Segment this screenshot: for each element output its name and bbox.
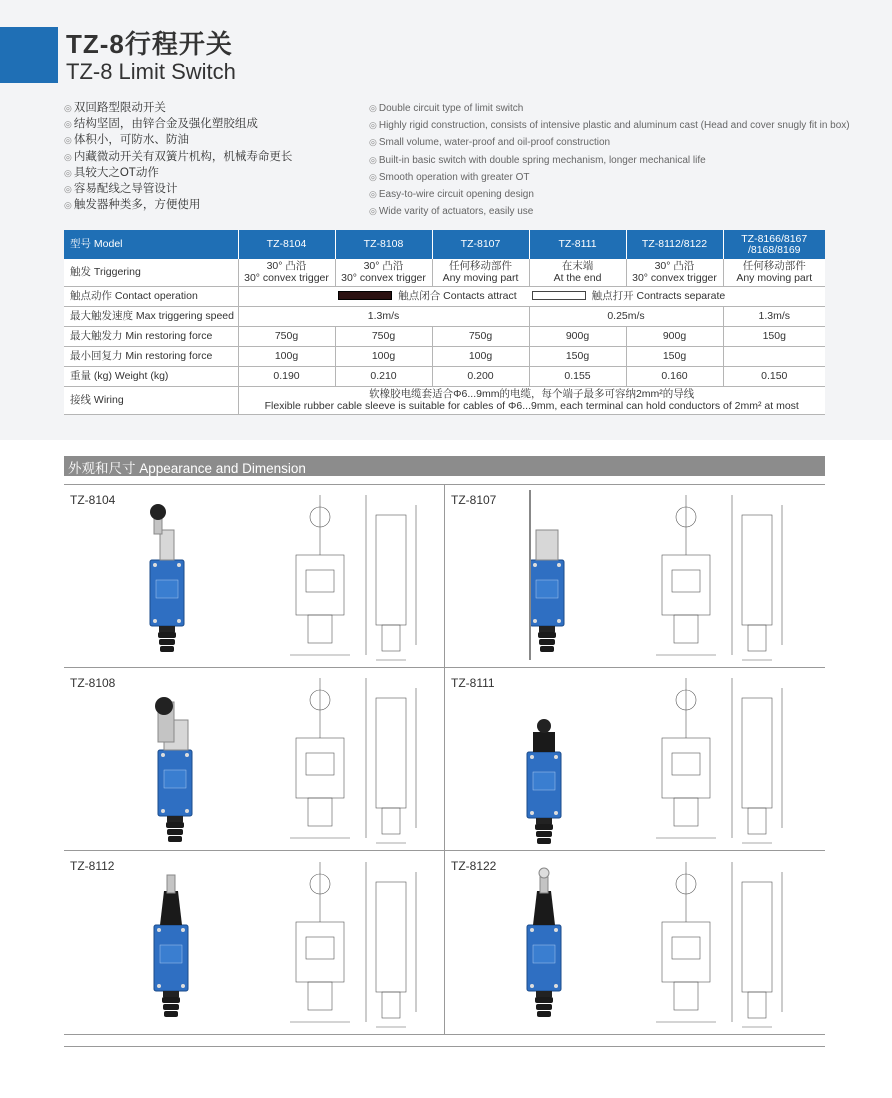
row-label: 重量 (kg) Weight (kg): [64, 367, 238, 387]
table-cell: 0.160: [626, 367, 723, 387]
table-cell: 1.3m/s: [238, 307, 529, 327]
bullet-icon: ◎: [64, 167, 72, 178]
bullet-icon: ◎: [369, 206, 377, 217]
header-model-8107: TZ-8107: [432, 230, 529, 259]
table-cell: 任何移动部件 Any moving part: [723, 259, 825, 287]
feature-item: ◎ Smooth operation with greater OT: [369, 171, 530, 183]
cell-label-8108: TZ-8108: [70, 676, 116, 690]
bullet-icon: ◎: [64, 151, 72, 162]
feature-item: ◎ Built-in basic switch with double spring mechanism, longer mechanical life: [369, 154, 706, 166]
feature-item: ◎ Easy-to-wire circuit opening design: [369, 189, 534, 201]
table-cell: 750g: [238, 327, 335, 347]
table-cell: 750g: [432, 327, 529, 347]
feature-item: ◎ 容易配线之导管设计: [64, 183, 178, 196]
header-model-8111: TZ-8111: [529, 230, 626, 259]
bullet-icon: ◎: [369, 137, 377, 148]
table-cell: 30° 凸沿 30° convex trigger: [626, 259, 723, 287]
bullet-icon: ◎: [64, 200, 72, 211]
row-label: 接线 Wiring: [64, 387, 238, 415]
contact-closed-label: 触点闭合 Contacts attract: [398, 289, 517, 302]
bullet-icon: ◎: [64, 119, 72, 130]
feature-item: ◎ 双回路型限动开关: [64, 102, 166, 114]
wiring-en: Flexible rubber cable sleeve is suitable for cables of Φ6...9mm, each terminal can hold conductors of 2mm² at most: [264, 399, 799, 412]
switch-photo-8112: [154, 875, 188, 1017]
feature-item: ◎ 内藏微动开关有双簧片机构，机械寿命更长: [64, 150, 293, 163]
cell-label-8107: TZ-8107: [451, 493, 497, 507]
feature-item: ◎ 具较大之OT动作: [64, 166, 159, 179]
feature-item: ◎ Double circuit type of limit switch: [369, 103, 524, 114]
table-cell: 30° 凸沿 30° convex trigger: [335, 259, 432, 287]
page-title-en: TZ-8 Limit Switch: [66, 59, 236, 84]
dimension-drawing-8108: [290, 678, 416, 843]
feature-item: ◎ Wide varity of actuators, easily use: [369, 206, 534, 218]
dimension-drawing-8122: [656, 862, 782, 1027]
row-label: 触点动作 Contact operation: [64, 287, 238, 307]
table-cell: 0.200: [432, 367, 529, 387]
row-label: 最大触发速度 Max triggering speed: [64, 307, 238, 327]
header-model-8104: TZ-8104: [238, 230, 335, 259]
cell-label-8104: TZ-8104: [70, 493, 116, 507]
bullet-icon: ◎: [369, 171, 377, 182]
bullet-icon: ◎: [64, 135, 72, 146]
page-title-zh: TZ-8行程开关: [66, 29, 233, 59]
header-model: 型号 Model: [64, 230, 238, 259]
header-model-8112: TZ-8112/8122: [626, 230, 723, 259]
contact-open-label: 触点打开 Contracts separate: [591, 289, 726, 302]
table-cell: 100g: [238, 347, 335, 367]
section-title: 外观和尺寸 Appearance and Dimension: [68, 461, 306, 476]
table-cell: 任何移动部件 Any moving part: [432, 259, 529, 287]
header-model-8108: TZ-8108: [335, 230, 432, 259]
table-cell: 900g: [626, 327, 723, 347]
row-label: 触发 Triggering: [64, 259, 238, 287]
table-cell: 0.25m/s: [529, 307, 723, 327]
bullet-icon: ◎: [64, 103, 72, 113]
table-cell: 0.150: [723, 367, 825, 387]
feature-item: ◎ 结构坚固，由锌合金及强化塑胶组成: [64, 118, 258, 131]
switch-photo-8108: [155, 697, 192, 842]
bullet-icon: ◎: [64, 184, 72, 195]
switch-photo-8122: [527, 868, 561, 1017]
feature-item: ◎ 触发器种类多，方便使用: [64, 199, 201, 212]
table-cell: 150g: [529, 347, 626, 367]
table-cell: 30° 凸沿 30° convex trigger: [238, 259, 335, 287]
dimension-drawing-8112: [290, 862, 416, 1027]
switch-photo-8104: [150, 504, 184, 652]
table-cell: 750g: [335, 327, 432, 347]
bullet-icon: ◎: [369, 154, 377, 165]
table-cell: 900g: [529, 327, 626, 347]
table-cell: 0.210: [335, 367, 432, 387]
table-cell: 0.190: [238, 367, 335, 387]
cell-label-8111: TZ-8111: [451, 676, 495, 690]
table-cell: 100g: [432, 347, 529, 367]
cell-label-8122: TZ-8122: [451, 859, 497, 873]
feature-item: ◎ 体积小，可防水、防油: [64, 134, 189, 147]
wiring-zh: 软橡胶电缆套适合Φ6...9mm的电缆，每个端子最多可容纳2mm²的导线: [369, 388, 695, 400]
switch-photo-8111: [527, 719, 561, 844]
bullet-icon: ◎: [369, 103, 377, 113]
cell-label-8112: TZ-8112: [70, 859, 115, 873]
row-label: 最大触发力 Min restoring force: [64, 327, 238, 347]
header-model-8166: TZ-8166/8167 /8168/8169: [723, 230, 825, 259]
dimension-drawing-8107: [656, 495, 782, 660]
table-cell: 150g: [723, 327, 825, 347]
feature-item: ◎ Highly rigid construction, consists of intensive plastic and aluminum cast (Head and cover snugly fit in box): [369, 120, 850, 132]
dimension-drawing-8104: [290, 495, 416, 660]
switch-photo-8107: [530, 490, 564, 660]
row-label: 最小回复力 Min restoring force: [64, 347, 238, 367]
feature-item: ◎ Small volume, water-proof and oil-proof construction: [369, 137, 611, 149]
table-cell: 100g: [335, 347, 432, 367]
bullet-icon: ◎: [369, 120, 377, 131]
table-cell: 150g: [626, 347, 723, 367]
table-cell: 在末端 At the end: [529, 259, 626, 287]
table-cell: 0.155: [529, 367, 626, 387]
table-cell: 1.3m/s: [723, 307, 825, 327]
bullet-icon: ◎: [369, 189, 377, 200]
dimension-drawing-8111: [656, 678, 782, 843]
